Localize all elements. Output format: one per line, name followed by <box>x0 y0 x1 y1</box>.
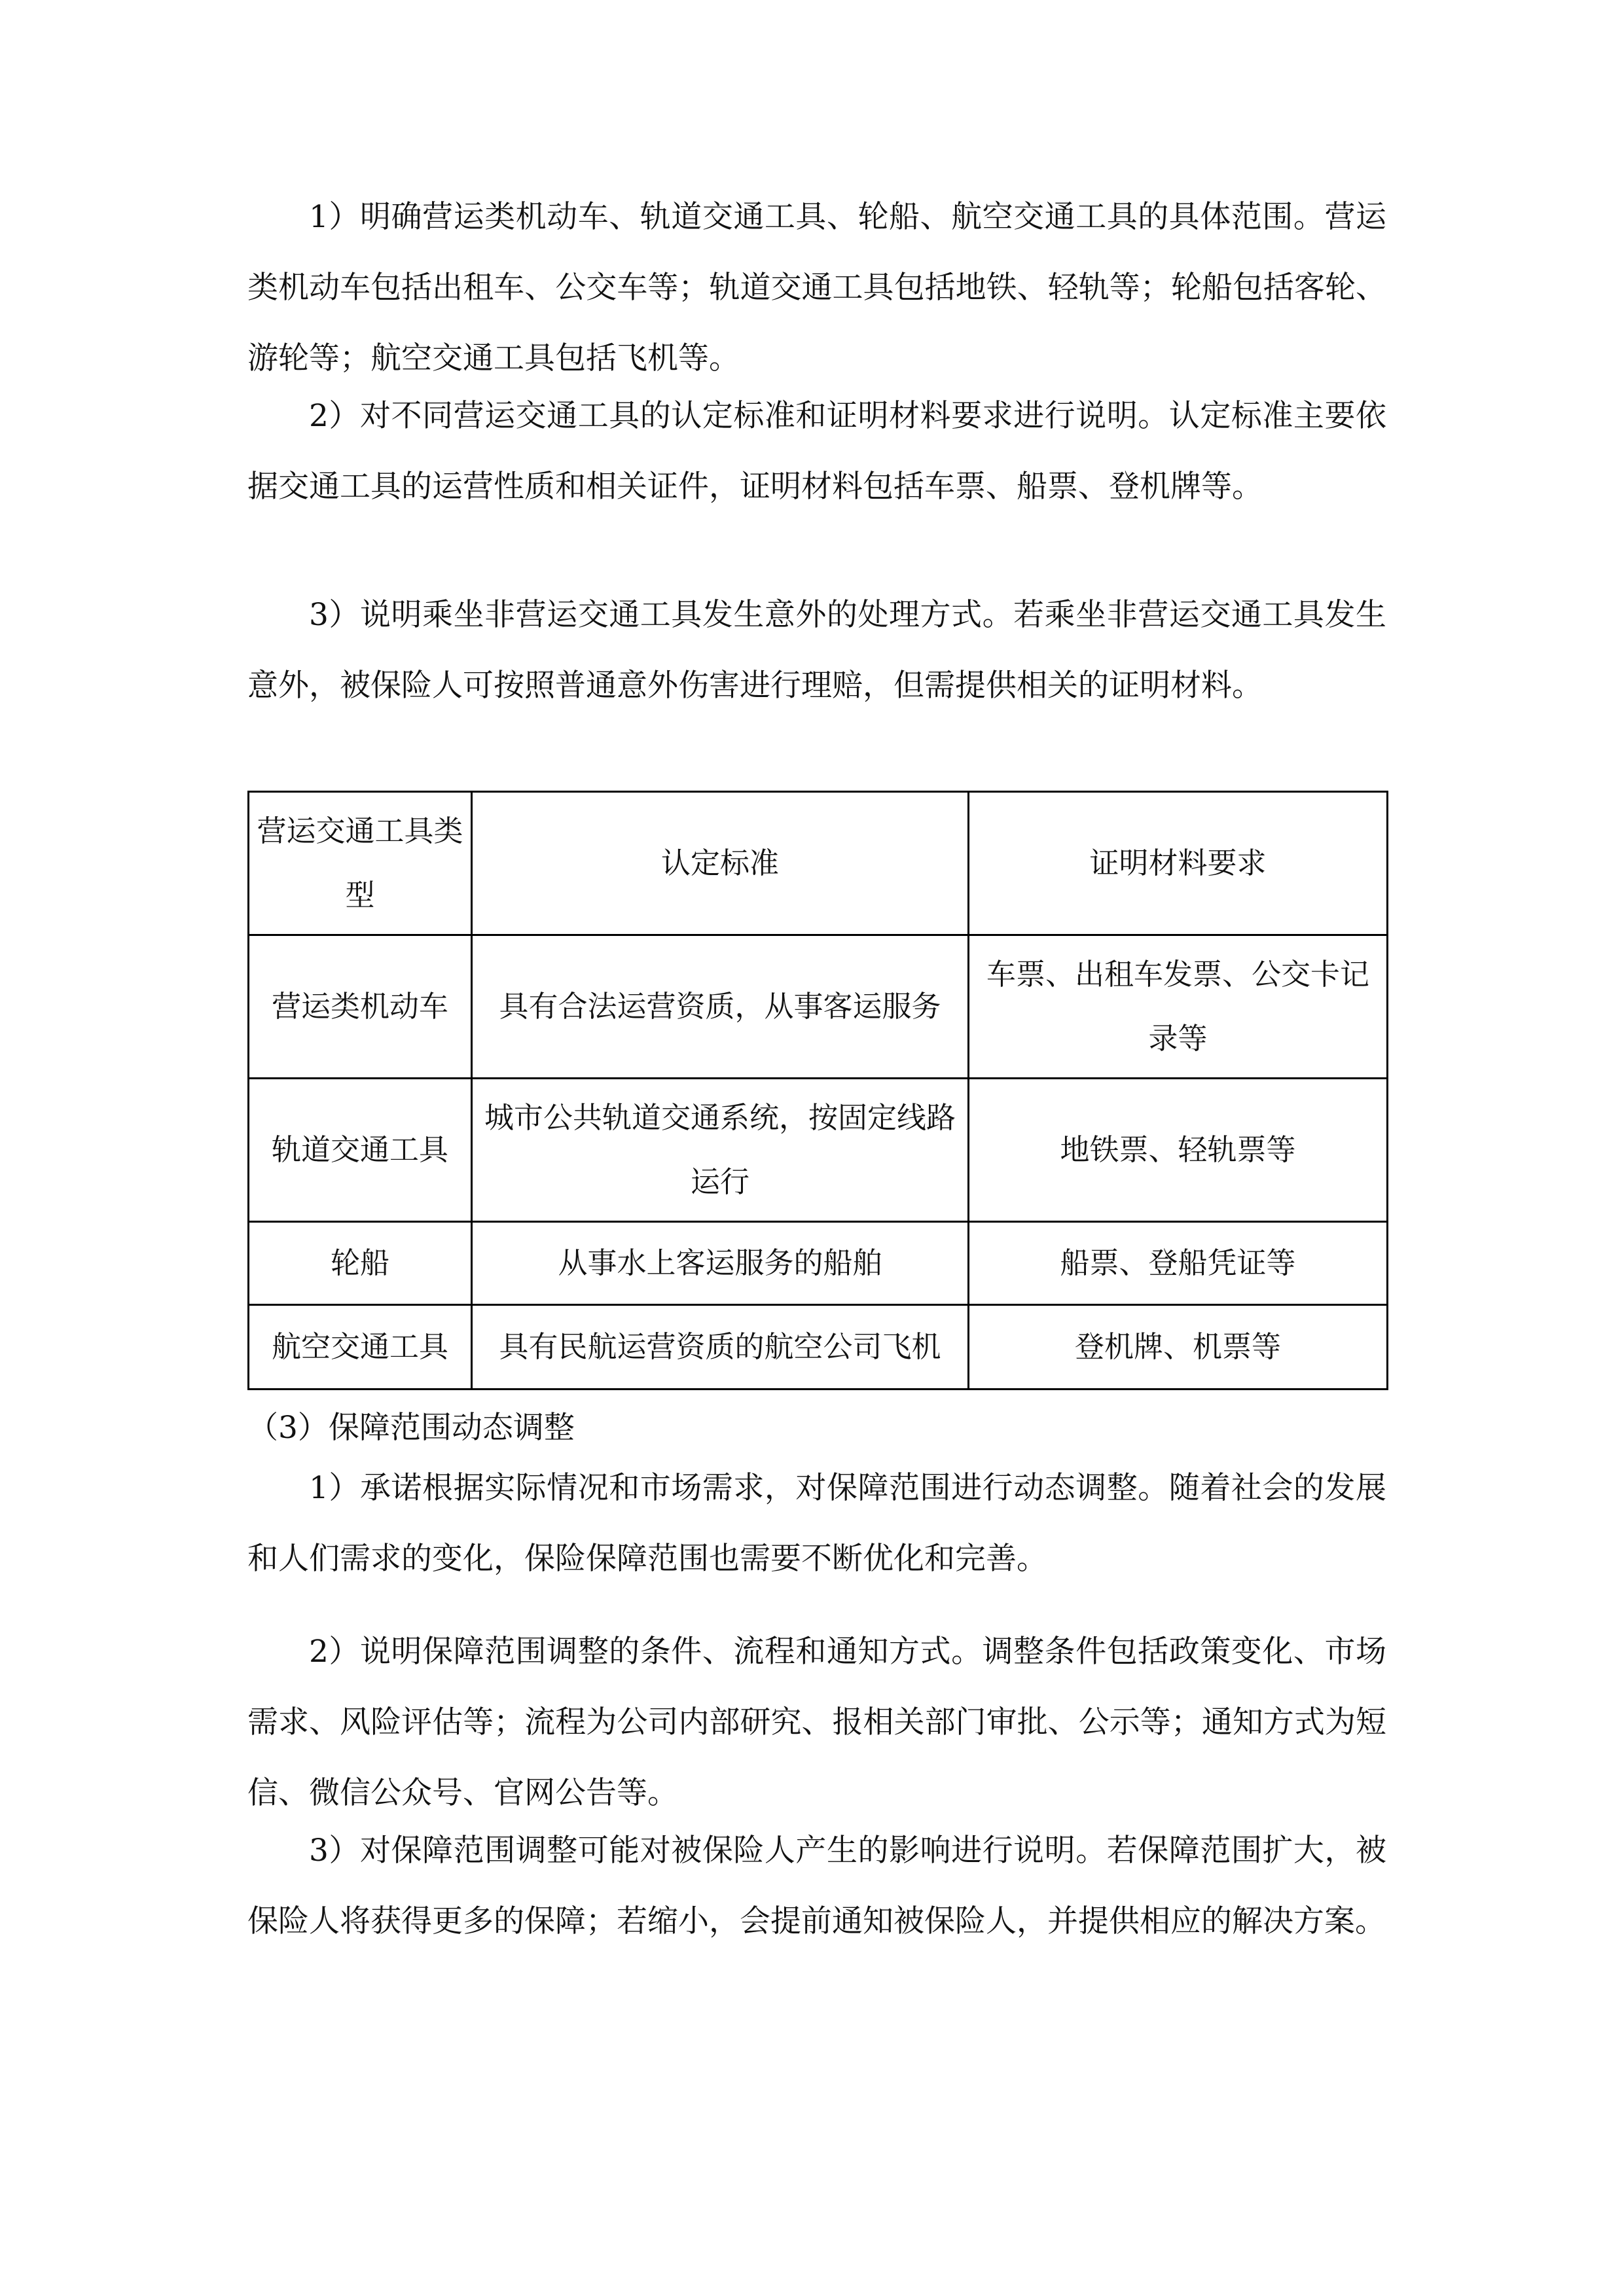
paragraph-adjustment-commitment: 1）承诺根据实际情况和市场需求，对保障范围进行动态调整。随着社会的发展和人们需求的变化，保险保障范围也需要不断优化和完善。 <box>247 1470 1386 1577</box>
paragraph-vehicle-scope: 1）明确营运类机动车、轨道交通工具、轮船、航空交通工具的具体范围。营运类机动车包括出租车、公交车等；轨道交通工具包括地铁、轻轨等；轮船包括客轮、游轮等；航空交通工具包括飞机等。 <box>247 199 1386 376</box>
table-cell: 登机牌、机票等 <box>969 1305 1388 1390</box>
table-cell: 地铁票、轻轨票等 <box>969 1079 1388 1222</box>
table-header-cell: 认定标准 <box>472 792 969 935</box>
paragraph-adjustment-impact: 3）对保障范围调整可能对被保险人产生的影响进行说明。若保障范围扩大，被保险人将获得更多的保障；若缩小，会提前通知被保险人，并提供相应的解决方案。 <box>247 1833 1386 1939</box>
table-cell: 船票、登船凭证等 <box>969 1222 1388 1305</box>
table-cell: 具有民航运营资质的航空公司飞机 <box>472 1305 969 1390</box>
table-cell: 具有合法运营资质，从事客运服务 <box>472 935 969 1079</box>
table-row <box>249 1222 1388 1305</box>
vehicle-type-table <box>247 791 1388 1390</box>
table-row <box>249 1079 1388 1222</box>
table-cell: 从事水上客运服务的船舶 <box>472 1222 969 1305</box>
table-header-row <box>249 792 1388 935</box>
paragraph-non-operating-vehicles: 3）说明乘坐非营运交通工具发生意外的处理方式。若乘坐非营运交通工具发生意外，被保险人可按照普通意外伤害进行理赔，但需提供相关的证明材料。 <box>247 597 1386 704</box>
table-cell: 车票、出租车发票、公交卡记录等 <box>969 935 1388 1079</box>
paragraph-identification-standard: 2）对不同营运交通工具的认定标准和证明材料要求进行说明。认定标准主要依据交通工具的运营性质和相关证件，证明材料包括车票、船票、登机牌等。 <box>247 398 1386 505</box>
section-heading-dynamic-adjustment: （3）保障范围动态调整 <box>247 1410 575 1446</box>
table-row <box>249 935 1388 1079</box>
paragraph-adjustment-process: 2）说明保障范围调整的条件、流程和通知方式。调整条件包括政策变化、市场需求、风险评估等；流程为公司内部研究、报相关部门审批、公示等；通知方式为短信、微信公众号、官网公告等。 <box>247 1634 1386 1811</box>
table-cell: 航空交通工具 <box>249 1305 472 1390</box>
table-cell: 营运类机动车 <box>249 935 472 1079</box>
table-cell: 城市公共轨道交通系统，按固定线路运行 <box>472 1079 969 1222</box>
table-cell: 轨道交通工具 <box>249 1079 472 1222</box>
table-header-cell: 营运交通工具类型 <box>249 792 472 935</box>
table-row <box>249 1305 1388 1390</box>
table-header-cell: 证明材料要求 <box>969 792 1388 935</box>
table-cell: 轮船 <box>249 1222 472 1305</box>
